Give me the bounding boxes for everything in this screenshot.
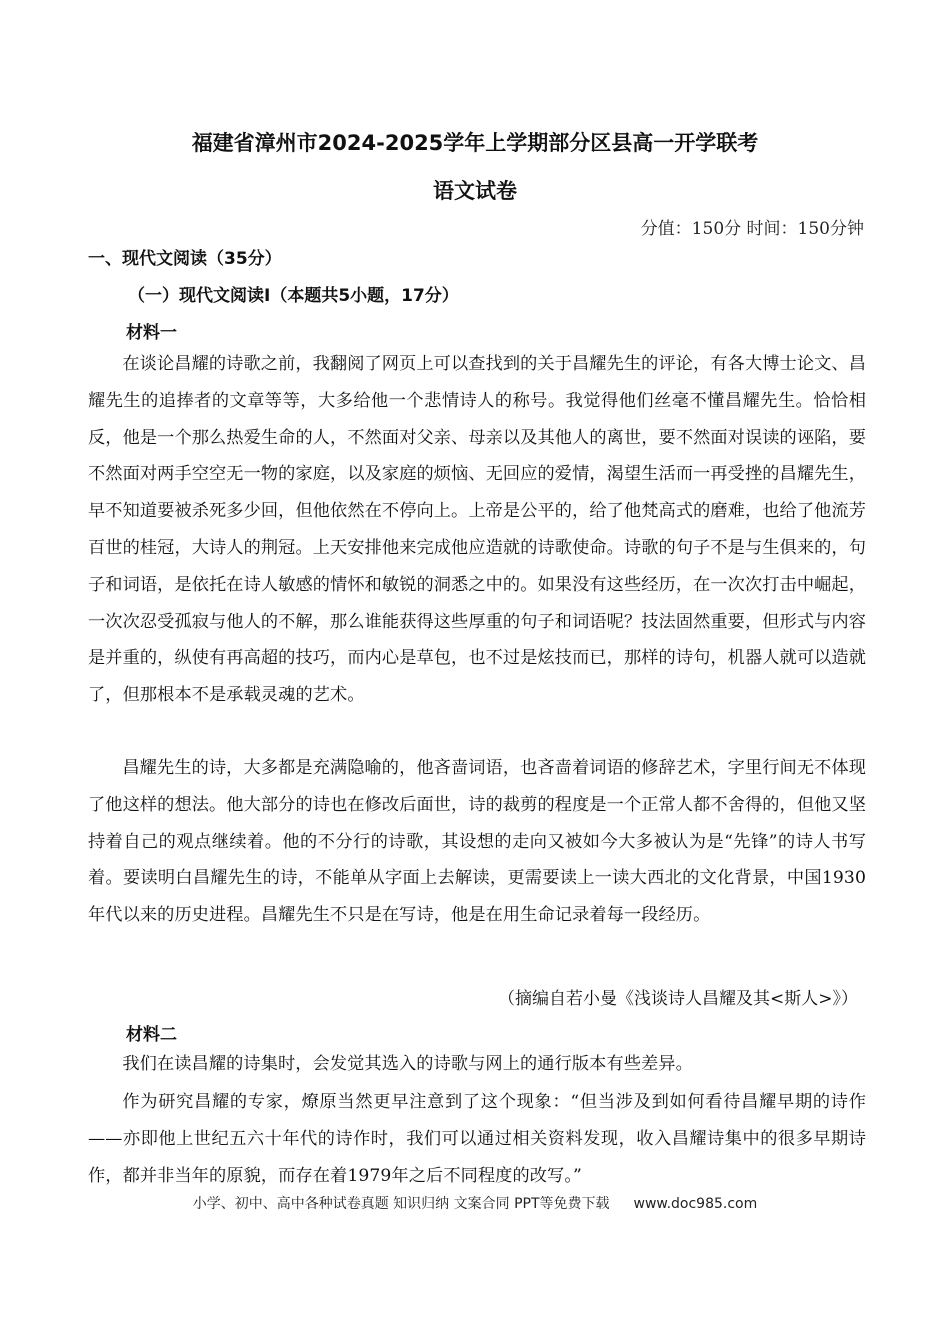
material-one-label: 材料一 xyxy=(126,323,177,343)
footer-link[interactable]: www.doc985.com xyxy=(633,1196,758,1212)
footer-text: 小学、初中、高中各种试卷真题 知识归纳 文案合同 PPT等免费下载 xyxy=(192,1196,610,1212)
material-two-label: 材料二 xyxy=(126,1025,177,1045)
material-one-paragraph-1: 在谈论昌耀的诗歌之前，我翻阅了网页上可以查找到的关于昌耀先生的评论，有各大博士论文、昌耀先生的追捧者的文章等等，大多给他一个悲情诗人的称号。我觉得他们丝毫不懂昌耀先生。恰恰相反，他是一个那么热爱生命的人，不然面对父亲、母亲以及其他人的离世，要不然面对误读的诬陷，要不然面对两手空空无一物的家庭，以及家庭的烦恼、无回应的爱情，渴望生活而一再受挫的昌耀先生，早不知道要被杀死多少回，但他依然在不停向上。上帝是公平的，给了他梵高式的磨难，也给了他流芳百世的桂冠，大诗人的荆冠。上天安排他来完成他应造就的诗歌使命。诗歌的句子不是与生俱来的，句子和词语，是依托在诗人敏感的情怀和敏锐的洞悉之中的。如果没有这些经历，在一次次打击中崛起，一次次忍受孤寂与他人的不解，那么谁能获得这些厚重的句子和词语呢？技法固然重要，但形式与内容是并重的，纵使有再高超的技巧，而内心是草包，也不过是炫技而已，那样的诗句，机器人就可以造就了，但那根本不是承载灵魂的艺术。 xyxy=(88,354,866,706)
material-one-source: （摘编自若小曼《浅谈诗人昌耀及其<斯人>》） xyxy=(498,989,858,1009)
document-subtitle: 语文试卷 xyxy=(433,179,517,203)
material-two-paragraph-1: 我们在读昌耀的诗集时，会发觉其选入的诗歌与网上的通行版本有些差异。 xyxy=(122,1054,693,1074)
section-heading: 一、现代文阅读（35分） xyxy=(88,249,282,269)
subsection-heading: （一）现代文阅读Ⅰ（本题共5小题，17分） xyxy=(128,286,459,306)
material-two-paragraph-2: 作为研究昌耀的专家，燎原当然更早注意到了这个现象：“但当涉及到如何看待昌耀早期的诗作——亦即他上世纪五六十年代的诗作时，我们可以通过相关资料发现，收入昌耀诗集中的很多早期诗作，都并非当年的原貌，而存在着1979年之后不同程度的改写。” xyxy=(88,1092,866,1186)
document-title: 福建省漳州市2024-2025学年上学期部分区县高一开学联考 xyxy=(191,131,759,155)
score-time-info: 分值：150分 时间：150分钟 xyxy=(640,219,864,239)
page-footer xyxy=(0,1193,950,1213)
material-one-paragraph-2: 昌耀先生的诗，大多都是充满隐喻的，他吝啬词语，也吝啬着词语的修辞艺术，字里行间无不体现了他这样的想法。他大部分的诗也在修改后面世，诗的裁剪的程度是一个正常人都不舍得的，但他又坚持着自己的观点继续着。他的不分行的诗歌，其设想的走向又被如今大多被认为是“先锋”的诗人书写着。要读明白昌耀先生的诗，不能单从字面上去解读，更需要读上一读大西北的文化背景，中国1930年代以来的历史进程。昌耀先生不只是在写诗，他是在用生命记录着每一段经历。 xyxy=(88,758,866,926)
